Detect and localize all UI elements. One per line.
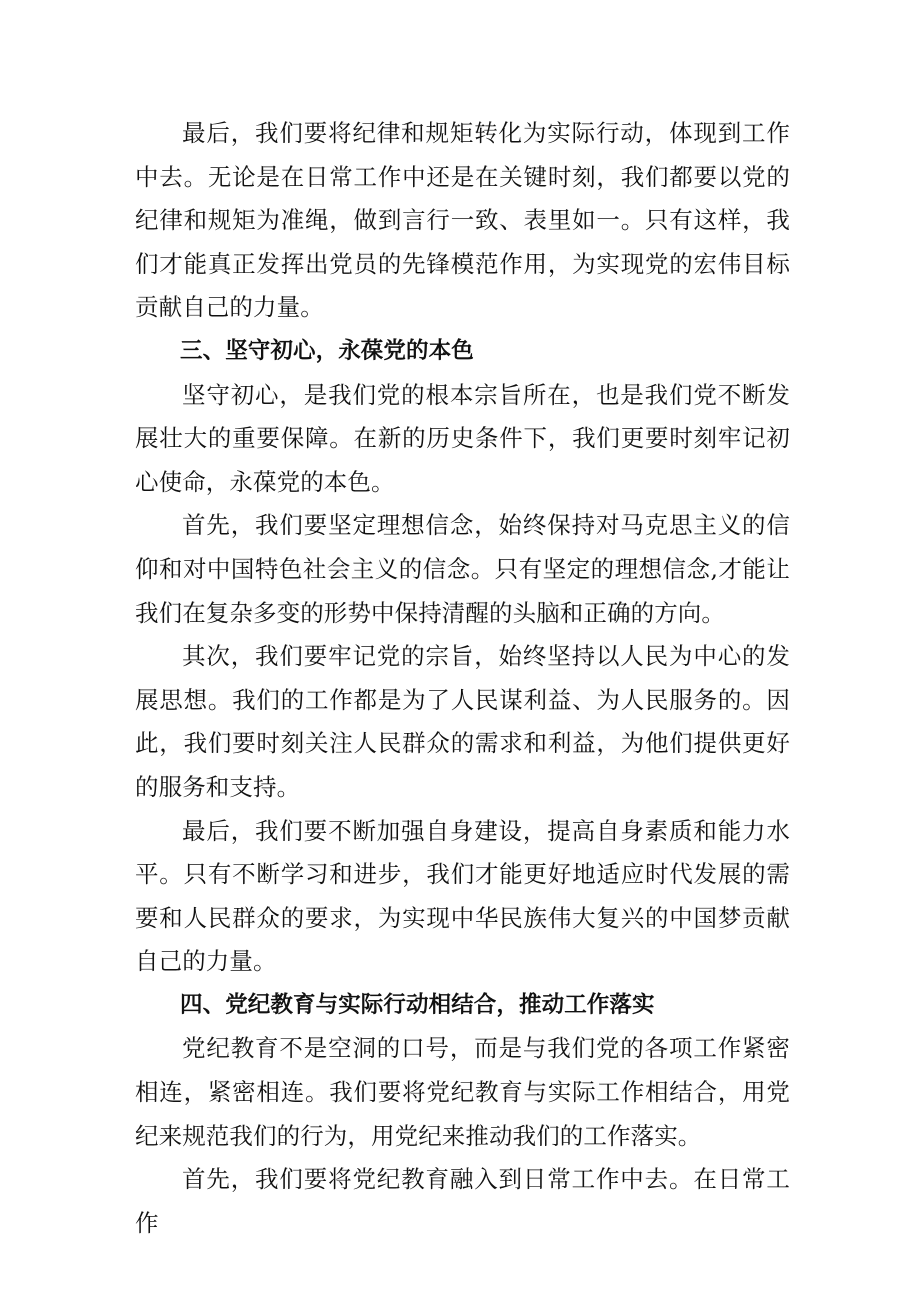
paragraph-original-aspiration: 坚守初心，是我们党的根本宗旨所在，也是我们党不断发展壮大的重要保障。在新的历史条件下，我们更要时刻牢记初心使命，永葆党的本色。 — [135, 380, 790, 496]
paragraph-self-improvement: 最后，我们要不断加强自身建设，提高自身素质和能力水平。只有不断学习和进步，我们才能更好地适应时代发展的需要和人民群众的要求，为实现中华民族伟大复兴的中国梦贡献自己的力量。 — [135, 816, 790, 976]
document-body — [135, 112, 790, 1245]
paragraph-final-discipline-action: 最后，我们要将纪律和规矩转化为实际行动，体现到工作中去。无论是在日常工作中还是在关键时刻，我们都要以党的纪律和规矩为准绳，做到言行一致、表里如一。只有这样，我们才能真正发挥出党员的先锋模范作用，为实现党的宏伟目标贡献自己的力量。 — [135, 119, 790, 322]
section-heading-four: 四、党纪教育与实际行动相结合，推动工作落实 — [180, 991, 655, 1018]
paragraph-daily-work: 首先，我们要将党纪教育融入到日常工作中去。在日常工作 — [135, 1165, 790, 1237]
paragraph-discipline-education: 党纪教育不是空洞的口号，而是与我们党的各项工作紧密相连，紧密相连。我们要将党纪教育与实际工作相结合，用党纪来规范我们的行为，用党纪来推动我们的工作落实。 — [135, 1034, 790, 1150]
paragraph-party-purpose: 其次，我们要牢记党的宗旨，始终坚持以人民为中心的发展思想。我们的工作都是为了人民谋利益、为人民服务的。因此，我们要时刻关注人民群众的需求和利益，为他们提供更好的服务和支持。 — [135, 642, 790, 801]
section-heading-three: 三、坚守初心，永葆党的本色 — [180, 337, 474, 364]
paragraph-ideals-beliefs: 首先，我们要坚定理想信念，始终保持对马克思主义的信仰和对中国特色社会主义的信念。只有坚定的理想信念,才能让我们在复杂多变的形势中保持清醒的头脑和正确的方向。 — [135, 511, 790, 627]
